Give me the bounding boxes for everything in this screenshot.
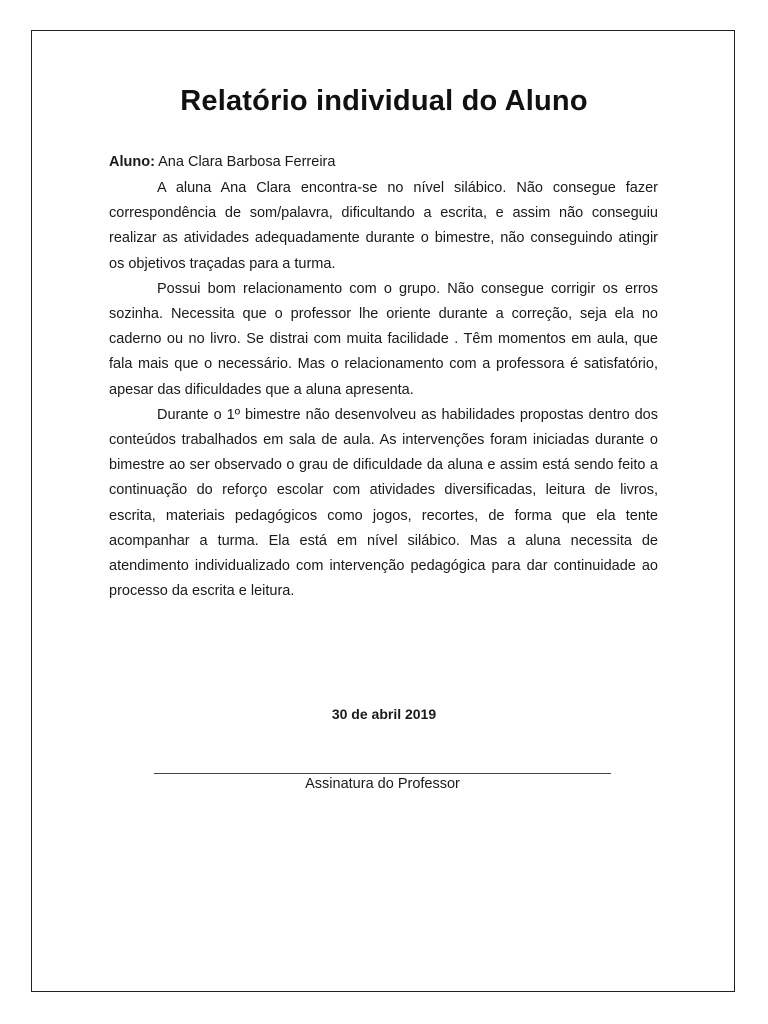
- paragraph-2: Possui bom relacionamento com o grupo. Não consegue corrigir os erros sozinha. Necessita que o professor lhe oriente durante a correção, seja ela no caderno ou no livro. Se distrai com muita facilidade . Têm momentos em aula, que fala mais que o necessário. Mas o relacionamento com a professora é satisfatório, apesar das dificuldades que a aluna apresenta.: [109, 280, 658, 398]
- paragraph-1: A aluna Ana Clara encontra-se no nível silábico. Não consegue fazer correspondência de som/palavra, dificultando a escrita, e assim não conseguiu realizar as atividades adequadamente durante o bimestre, não conseguindo atingir os objetivos traçadas para a turma.: [109, 180, 658, 272]
- student-name: Ana Clara Barbosa Ferreira: [158, 154, 336, 170]
- student-label: Aluno:: [109, 154, 155, 170]
- report-date-container: [0, 706, 768, 722]
- paragraph-3: Durante o 1º bimestre não desenvolveu as habilidades propostas dentro dos conteúdos trabalhados em sala de aula. As intervenções foram iniciadas durante o bimestre ao ser observado o grau de dificuldade da aluna e assim está sendo feito a continuação do reforço escolar com atividades diversificadas, leitura de livros, escrita, materiais pedagógicos como jogos, recortes, de forma que ela tente acompanhar a turma. Ela está em nível silábico. Mas a aluna necessita de atendimento individualizado com intervenção pedagógica para dar continuidade ao processo da escrita e leitura.: [109, 406, 658, 600]
- student-line: [109, 152, 335, 172]
- signature-label: Assinatura do Professor: [305, 776, 460, 792]
- signature-line: [154, 773, 611, 774]
- document-title: Relatório individual do Aluno: [180, 85, 588, 117]
- report-body: [109, 176, 658, 604]
- report-date: 30 de abril 2019: [331, 706, 437, 722]
